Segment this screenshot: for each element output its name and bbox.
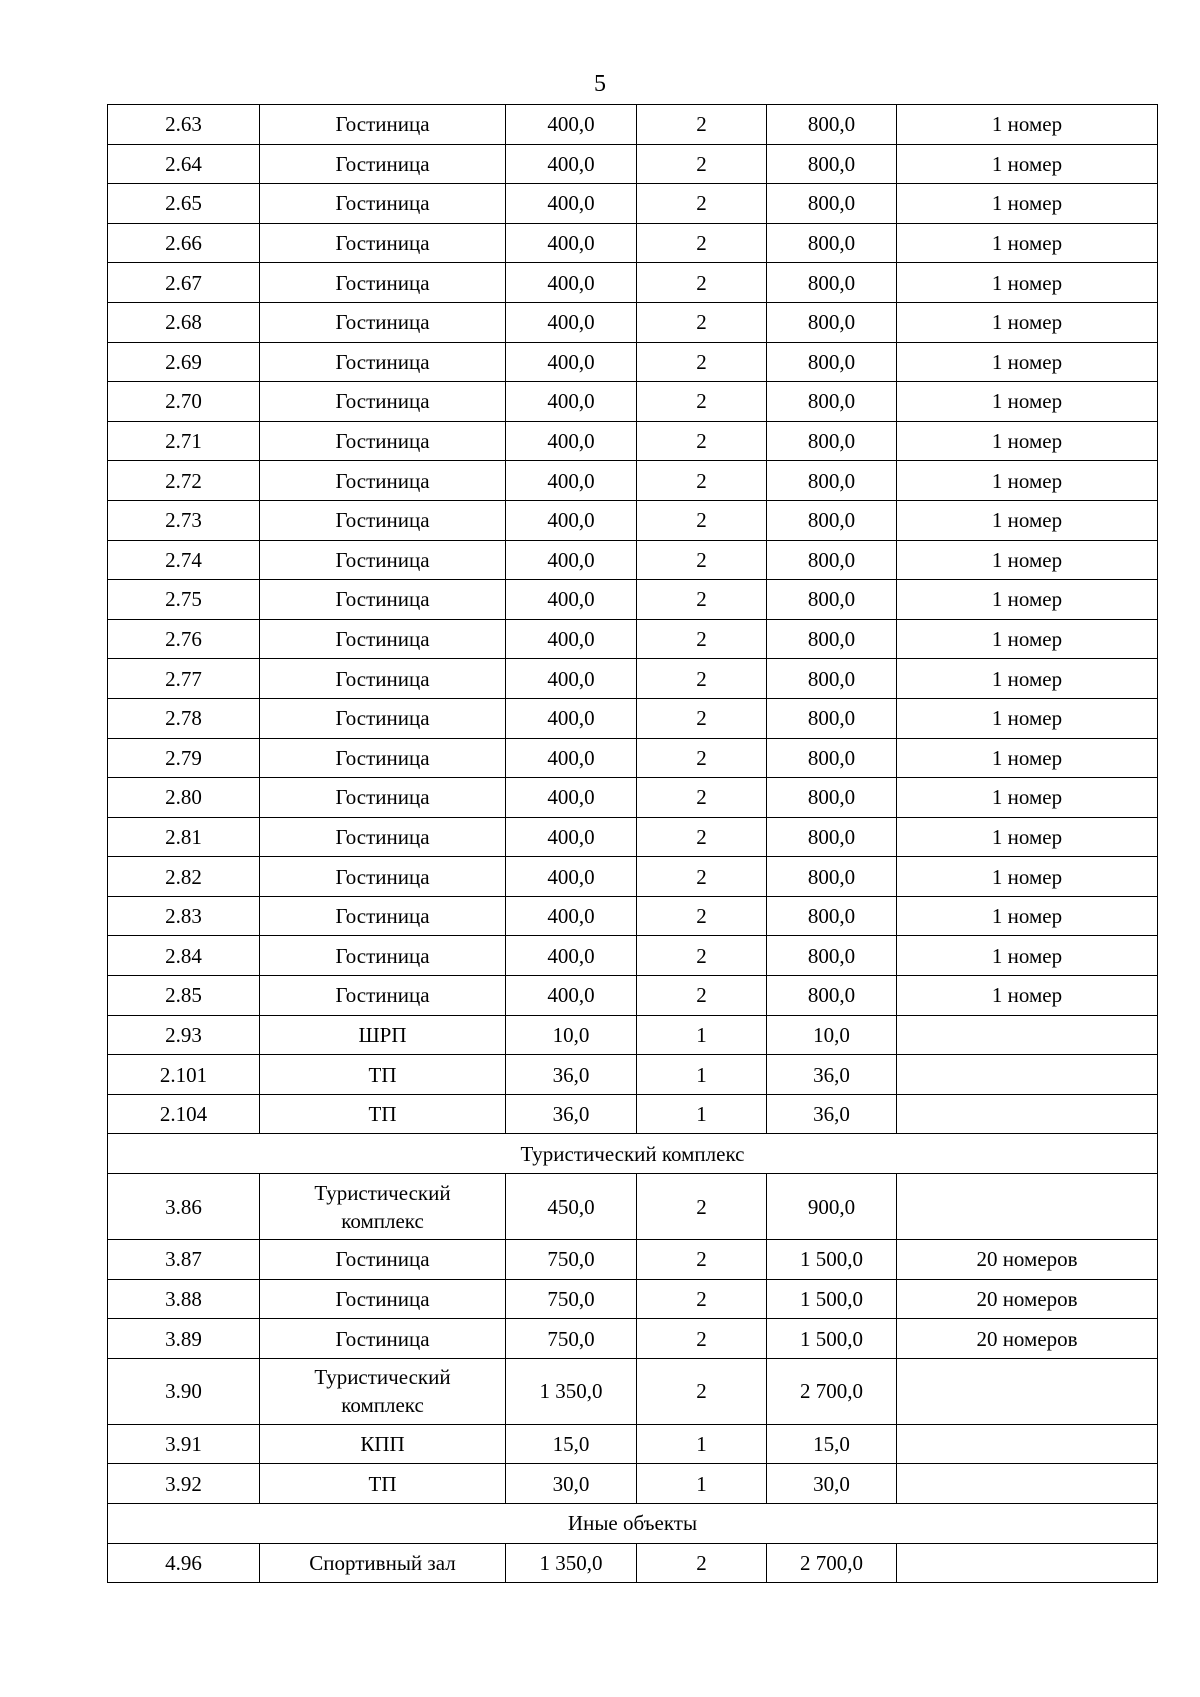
cell-capacity bbox=[897, 1094, 1158, 1134]
cell-floors: 2 bbox=[637, 184, 767, 224]
table-row bbox=[108, 263, 1158, 303]
cell-total-area: 800,0 bbox=[767, 461, 897, 501]
cell-area: 400,0 bbox=[506, 540, 637, 580]
cell-floors: 2 bbox=[637, 1279, 767, 1319]
cell-number: 2.82 bbox=[108, 857, 260, 897]
table-row bbox=[108, 936, 1158, 976]
section-header: Иные объекты bbox=[108, 1504, 1158, 1544]
page-number: 5 bbox=[594, 71, 606, 97]
cell-object: Гостиница bbox=[260, 817, 506, 857]
cell-capacity bbox=[897, 1015, 1158, 1055]
cell-total-area: 1 500,0 bbox=[767, 1240, 897, 1280]
cell-total-area: 800,0 bbox=[767, 936, 897, 976]
cell-object: Спортивный зал bbox=[260, 1543, 506, 1583]
cell-number: 2.81 bbox=[108, 817, 260, 857]
table-row bbox=[108, 1240, 1158, 1280]
cell-total-area: 800,0 bbox=[767, 342, 897, 382]
cell-floors: 2 bbox=[637, 817, 767, 857]
cell-object: ТП bbox=[260, 1094, 506, 1134]
cell-area: 400,0 bbox=[506, 105, 637, 145]
cell-area: 400,0 bbox=[506, 263, 637, 303]
cell-number: 2.70 bbox=[108, 382, 260, 422]
cell-object: Гостиница bbox=[260, 1319, 506, 1359]
cell-floors: 2 bbox=[637, 342, 767, 382]
cell-area: 30,0 bbox=[506, 1464, 637, 1504]
cell-floors: 2 bbox=[637, 1240, 767, 1280]
cell-capacity: 1 номер bbox=[897, 976, 1158, 1016]
cell-total-area: 800,0 bbox=[767, 896, 897, 936]
cell-object: Гостиница bbox=[260, 263, 506, 303]
cell-area: 400,0 bbox=[506, 342, 637, 382]
cell-total-area: 800,0 bbox=[767, 857, 897, 897]
cell-floors: 2 bbox=[637, 659, 767, 699]
table-row bbox=[108, 1015, 1158, 1055]
cell-floors: 2 bbox=[637, 976, 767, 1016]
cell-number: 3.86 bbox=[108, 1174, 260, 1240]
table-row bbox=[108, 659, 1158, 699]
cell-area: 10,0 bbox=[506, 1015, 637, 1055]
cell-capacity: 1 номер bbox=[897, 857, 1158, 897]
cell-area: 36,0 bbox=[506, 1094, 637, 1134]
table-row bbox=[108, 1055, 1158, 1095]
table-row bbox=[108, 1319, 1158, 1359]
cell-capacity: 1 номер bbox=[897, 540, 1158, 580]
cell-line: Туристический bbox=[314, 1365, 451, 1390]
table-row bbox=[108, 1279, 1158, 1319]
cell-total-area: 1 500,0 bbox=[767, 1279, 897, 1319]
cell-object: ТП bbox=[260, 1055, 506, 1095]
cell-total-area: 800,0 bbox=[767, 105, 897, 145]
cell-area: 15,0 bbox=[506, 1424, 637, 1464]
cell-capacity: 1 номер bbox=[897, 778, 1158, 818]
table-row bbox=[108, 738, 1158, 778]
cell-capacity: 1 номер bbox=[897, 659, 1158, 699]
cell-total-area: 800,0 bbox=[767, 817, 897, 857]
cell-capacity: 1 номер bbox=[897, 342, 1158, 382]
cell-object: Гостиница bbox=[260, 382, 506, 422]
cell-object: Гостиница bbox=[260, 421, 506, 461]
cell-total-area: 900,0 bbox=[767, 1174, 897, 1240]
cell-object: Гостиница bbox=[260, 500, 506, 540]
cell-area: 400,0 bbox=[506, 144, 637, 184]
cell-area: 400,0 bbox=[506, 778, 637, 818]
cell-capacity: 1 номер bbox=[897, 144, 1158, 184]
cell-capacity: 1 номер bbox=[897, 302, 1158, 342]
cell-capacity: 20 номеров bbox=[897, 1240, 1158, 1280]
cell-area: 400,0 bbox=[506, 698, 637, 738]
table-row bbox=[108, 223, 1158, 263]
cell-area: 400,0 bbox=[506, 738, 637, 778]
cell-total-area: 800,0 bbox=[767, 302, 897, 342]
cell-total-area: 800,0 bbox=[767, 738, 897, 778]
cell-object: КПП bbox=[260, 1424, 506, 1464]
cell-area: 400,0 bbox=[506, 619, 637, 659]
cell-total-area: 800,0 bbox=[767, 698, 897, 738]
cell-object: Гостиница bbox=[260, 619, 506, 659]
cell-capacity: 1 номер bbox=[897, 698, 1158, 738]
cell-area: 1 350,0 bbox=[506, 1358, 637, 1424]
cell-total-area: 30,0 bbox=[767, 1464, 897, 1504]
cell-number: 2.104 bbox=[108, 1094, 260, 1134]
cell-number: 4.96 bbox=[108, 1543, 260, 1583]
cell-line: Туристический bbox=[314, 1180, 451, 1205]
cell-floors: 2 bbox=[637, 461, 767, 501]
cell-object bbox=[260, 1358, 506, 1424]
table-row bbox=[108, 698, 1158, 738]
cell-object: Гостиница bbox=[260, 1240, 506, 1280]
cell-number: 2.64 bbox=[108, 144, 260, 184]
table-row bbox=[108, 540, 1158, 580]
table-row bbox=[108, 1358, 1158, 1424]
cell-floors: 1 bbox=[637, 1464, 767, 1504]
section-header-row bbox=[108, 1504, 1158, 1544]
cell-number: 2.85 bbox=[108, 976, 260, 1016]
table-row bbox=[108, 461, 1158, 501]
cell-total-area: 800,0 bbox=[767, 659, 897, 699]
cell-floors: 2 bbox=[637, 778, 767, 818]
table-row bbox=[108, 184, 1158, 224]
cell-floors: 2 bbox=[637, 302, 767, 342]
table-row bbox=[108, 1424, 1158, 1464]
cell-floors: 1 bbox=[637, 1094, 767, 1134]
cell-floors: 2 bbox=[637, 105, 767, 145]
cell-capacity: 1 номер bbox=[897, 382, 1158, 422]
cell-floors: 2 bbox=[637, 936, 767, 976]
cell-total-area: 2 700,0 bbox=[767, 1543, 897, 1583]
cell-number: 2.63 bbox=[108, 105, 260, 145]
cell-area: 400,0 bbox=[506, 223, 637, 263]
cell-number: 3.89 bbox=[108, 1319, 260, 1359]
cell-area: 400,0 bbox=[506, 184, 637, 224]
cell-area: 750,0 bbox=[506, 1319, 637, 1359]
table-row bbox=[108, 1174, 1158, 1240]
cell-floors: 2 bbox=[637, 619, 767, 659]
cell-area: 750,0 bbox=[506, 1279, 637, 1319]
cell-floors: 2 bbox=[637, 223, 767, 263]
table-row bbox=[108, 1543, 1158, 1583]
cell-number: 2.74 bbox=[108, 540, 260, 580]
cell-total-area: 800,0 bbox=[767, 144, 897, 184]
cell-number: 3.90 bbox=[108, 1358, 260, 1424]
section-header: Туристический комплекс bbox=[108, 1134, 1158, 1174]
cell-capacity: 1 номер bbox=[897, 263, 1158, 303]
cell-capacity: 1 номер bbox=[897, 896, 1158, 936]
cell-total-area: 10,0 bbox=[767, 1015, 897, 1055]
cell-total-area: 800,0 bbox=[767, 619, 897, 659]
cell-total-area: 800,0 bbox=[767, 778, 897, 818]
cell-capacity: 1 номер bbox=[897, 738, 1158, 778]
table-row bbox=[108, 500, 1158, 540]
cell-object: Гостиница bbox=[260, 896, 506, 936]
cell-capacity: 20 номеров bbox=[897, 1319, 1158, 1359]
cell-object: Гостиница bbox=[260, 342, 506, 382]
cell-object: Гостиница bbox=[260, 105, 506, 145]
cell-number: 2.84 bbox=[108, 936, 260, 976]
cell-area: 400,0 bbox=[506, 461, 637, 501]
cell-floors: 2 bbox=[637, 580, 767, 620]
table-row bbox=[108, 857, 1158, 897]
cell-object: Гостиница bbox=[260, 144, 506, 184]
cell-floors: 2 bbox=[637, 540, 767, 580]
table-row bbox=[108, 421, 1158, 461]
table-row bbox=[108, 144, 1158, 184]
cell-number: 2.66 bbox=[108, 223, 260, 263]
cell-area: 1 350,0 bbox=[506, 1543, 637, 1583]
cell-area: 36,0 bbox=[506, 1055, 637, 1095]
cell-object: Гостиница bbox=[260, 976, 506, 1016]
cell-capacity: 1 номер bbox=[897, 421, 1158, 461]
cell-capacity bbox=[897, 1543, 1158, 1583]
cell-floors: 2 bbox=[637, 698, 767, 738]
cell-floors: 2 bbox=[637, 500, 767, 540]
cell-floors: 2 bbox=[637, 421, 767, 461]
cell-object: Гостиница bbox=[260, 540, 506, 580]
cell-number: 2.68 bbox=[108, 302, 260, 342]
cell-floors: 1 bbox=[637, 1424, 767, 1464]
cell-object: Гостиница bbox=[260, 580, 506, 620]
table-row bbox=[108, 105, 1158, 145]
cell-number: 2.75 bbox=[108, 580, 260, 620]
cell-floors: 1 bbox=[637, 1055, 767, 1095]
cell-floors: 2 bbox=[637, 738, 767, 778]
cell-total-area: 800,0 bbox=[767, 184, 897, 224]
cell-floors: 2 bbox=[637, 896, 767, 936]
cell-object: Гостиница bbox=[260, 1279, 506, 1319]
cell-floors: 1 bbox=[637, 1015, 767, 1055]
table-row bbox=[108, 817, 1158, 857]
cell-total-area: 1 500,0 bbox=[767, 1319, 897, 1359]
cell-number: 2.65 bbox=[108, 184, 260, 224]
cell-number: 2.79 bbox=[108, 738, 260, 778]
cell-area: 400,0 bbox=[506, 817, 637, 857]
cell-number: 2.72 bbox=[108, 461, 260, 501]
cell-floors: 2 bbox=[637, 1319, 767, 1359]
table-row bbox=[108, 896, 1158, 936]
table-body bbox=[108, 105, 1158, 1583]
cell-number: 2.71 bbox=[108, 421, 260, 461]
cell-total-area: 15,0 bbox=[767, 1424, 897, 1464]
cell-object: ШРП bbox=[260, 1015, 506, 1055]
cell-capacity bbox=[897, 1358, 1158, 1424]
table-row bbox=[108, 619, 1158, 659]
cell-capacity bbox=[897, 1174, 1158, 1240]
cell-area: 400,0 bbox=[506, 659, 637, 699]
cell-capacity: 1 номер bbox=[897, 817, 1158, 857]
cell-area: 750,0 bbox=[506, 1240, 637, 1280]
cell-floors: 2 bbox=[637, 144, 767, 184]
cell-number: 2.77 bbox=[108, 659, 260, 699]
cell-area: 450,0 bbox=[506, 1174, 637, 1240]
cell-total-area: 36,0 bbox=[767, 1055, 897, 1095]
cell-floors: 2 bbox=[637, 1543, 767, 1583]
cell-area: 400,0 bbox=[506, 382, 637, 422]
cell-total-area: 800,0 bbox=[767, 540, 897, 580]
cell-total-area: 800,0 bbox=[767, 263, 897, 303]
cell-floors: 2 bbox=[637, 382, 767, 422]
cell-capacity: 1 номер bbox=[897, 184, 1158, 224]
cell-total-area: 800,0 bbox=[767, 580, 897, 620]
cell-total-area: 800,0 bbox=[767, 223, 897, 263]
cell-area: 400,0 bbox=[506, 500, 637, 540]
cell-area: 400,0 bbox=[506, 580, 637, 620]
cell-capacity: 20 номеров bbox=[897, 1279, 1158, 1319]
cell-line: комплекс bbox=[341, 1393, 424, 1418]
cell-object: Гостиница bbox=[260, 857, 506, 897]
cell-number: 2.80 bbox=[108, 778, 260, 818]
cell-number: 2.101 bbox=[108, 1055, 260, 1095]
cell-number: 3.88 bbox=[108, 1279, 260, 1319]
cell-line: комплекс bbox=[341, 1208, 424, 1233]
cell-number: 2.78 bbox=[108, 698, 260, 738]
cell-number: 2.73 bbox=[108, 500, 260, 540]
cell-object: Гостиница bbox=[260, 936, 506, 976]
cell-total-area: 800,0 bbox=[767, 976, 897, 1016]
cell-capacity: 1 номер bbox=[897, 223, 1158, 263]
cell-number: 2.93 bbox=[108, 1015, 260, 1055]
cell-capacity: 1 номер bbox=[897, 580, 1158, 620]
table-row bbox=[108, 1094, 1158, 1134]
table-row bbox=[108, 976, 1158, 1016]
table-row bbox=[108, 302, 1158, 342]
cell-area: 400,0 bbox=[506, 421, 637, 461]
cell-object: Гостиница bbox=[260, 302, 506, 342]
cell-number: 2.83 bbox=[108, 896, 260, 936]
table-row bbox=[108, 778, 1158, 818]
cell-object: Гостиница bbox=[260, 698, 506, 738]
cell-total-area: 2 700,0 bbox=[767, 1358, 897, 1424]
cell-capacity bbox=[897, 1055, 1158, 1095]
cell-number: 2.69 bbox=[108, 342, 260, 382]
section-header-row bbox=[108, 1134, 1158, 1174]
cell-area: 400,0 bbox=[506, 936, 637, 976]
table-row bbox=[108, 342, 1158, 382]
cell-object: Гостиница bbox=[260, 778, 506, 818]
cell-floors: 2 bbox=[637, 857, 767, 897]
cell-object: Гостиница bbox=[260, 461, 506, 501]
table-row bbox=[108, 382, 1158, 422]
cell-object: ТП bbox=[260, 1464, 506, 1504]
cell-object: Гостиница bbox=[260, 184, 506, 224]
cell-object: Гостиница bbox=[260, 738, 506, 778]
table-row bbox=[108, 580, 1158, 620]
cell-floors: 2 bbox=[637, 263, 767, 303]
cell-number: 3.91 bbox=[108, 1424, 260, 1464]
cell-capacity: 1 номер bbox=[897, 936, 1158, 976]
cell-area: 400,0 bbox=[506, 976, 637, 1016]
cell-object: Гостиница bbox=[260, 223, 506, 263]
cell-capacity: 1 номер bbox=[897, 105, 1158, 145]
cell-floors: 2 bbox=[637, 1174, 767, 1240]
cell-area: 400,0 bbox=[506, 857, 637, 897]
cell-capacity: 1 номер bbox=[897, 619, 1158, 659]
cell-number: 3.92 bbox=[108, 1464, 260, 1504]
cell-area: 400,0 bbox=[506, 896, 637, 936]
cell-number: 2.67 bbox=[108, 263, 260, 303]
cell-object: Гостиница bbox=[260, 659, 506, 699]
cell-capacity: 1 номер bbox=[897, 500, 1158, 540]
cell-total-area: 800,0 bbox=[767, 500, 897, 540]
cell-total-area: 800,0 bbox=[767, 421, 897, 461]
cell-capacity bbox=[897, 1464, 1158, 1504]
cell-object bbox=[260, 1174, 506, 1240]
cell-number: 2.76 bbox=[108, 619, 260, 659]
cell-total-area: 800,0 bbox=[767, 382, 897, 422]
cell-area: 400,0 bbox=[506, 302, 637, 342]
cell-capacity: 1 номер bbox=[897, 461, 1158, 501]
table-row bbox=[108, 1464, 1158, 1504]
objects-table bbox=[107, 104, 1158, 1583]
cell-number: 3.87 bbox=[108, 1240, 260, 1280]
cell-capacity bbox=[897, 1424, 1158, 1464]
cell-floors: 2 bbox=[637, 1358, 767, 1424]
cell-total-area: 36,0 bbox=[767, 1094, 897, 1134]
